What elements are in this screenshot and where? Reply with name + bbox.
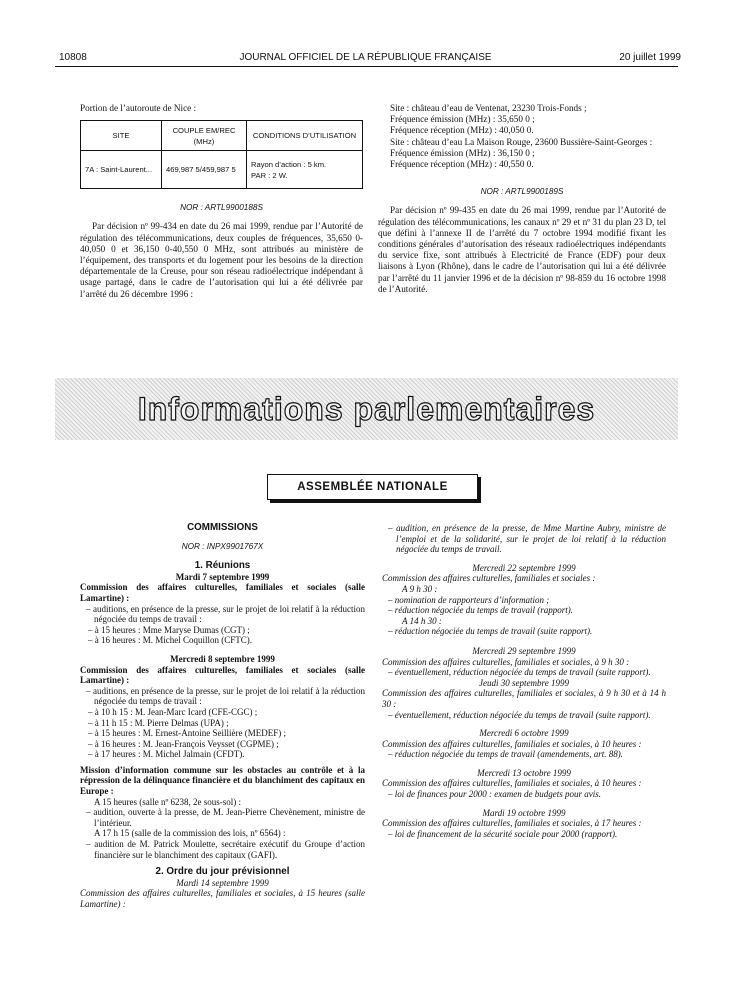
informations-parlementaires-banner [55, 378, 678, 440]
conditions-par: PAR : 2 W. [251, 170, 288, 180]
commission-name: Commission des affaires culturelles, familiales et sociales, à 9 h 30 et à 14 h 30 : [382, 688, 666, 709]
date-heading: Mercredi 13 octobre 1999 [477, 767, 571, 778]
date-heading: Mardi 7 septembre 1999 [175, 571, 270, 582]
lower-right-column [382, 523, 666, 839]
agenda-item: – audition de M. Patrick Moulette, secrétaire exécutif du Groupe d’action financière sur le blanchiment des capitaux (GAFI). [86, 839, 365, 860]
commissions-heading: COMMISSIONS [187, 522, 258, 533]
agenda-item: – loi de financement de la sécurité sociale pour 2000 (rapport). [388, 828, 618, 839]
assemblee-title: ASSEMBLÉE NATIONALE [297, 481, 448, 493]
ordre-du-jour-heading: 2. Ordre du jour prévisionnel [155, 866, 290, 878]
agenda-subitem: – à 16 heures : M. Michel Coquillon (CFTC). [88, 635, 252, 646]
date-heading: Jeudi 30 septembre 1999 [479, 677, 569, 688]
agenda-item: – audition, en présence de la presse, de Mme Martine Aubry, ministre de l’emploi et de la solidarité, sur le projet de loi relatif à la réduction négociée du temps de travail. [388, 523, 666, 555]
commission-name: Commission des affaires culturelles, familiales et sociales : [382, 573, 596, 584]
agenda-item: – éventuellement, réduction négociée du temps de travail (suite rapport). [388, 667, 651, 678]
reunions-heading: 1. Réunions [194, 560, 251, 572]
agenda-item: – réduction négociée du temps de travail (suite rapport). [388, 626, 593, 637]
commission-name: Commission des affaires culturelles, familiales et sociales (salle Lamartine) : [80, 582, 365, 603]
agenda-subitem: – à 15 heures : Mme Maryse Dumas (CGT) ; [88, 624, 250, 635]
table-header-conditions: CONDITIONS D’UTILISATION [247, 121, 363, 151]
assemblee-nationale-box [267, 474, 478, 500]
table-row [81, 151, 363, 189]
site-ventenat: Site : château d’eau de Ventenat, 23230 Trois-Fonds ; [390, 103, 587, 113]
agenda-item: – auditions, en présence de la presse, sur le projet de loi relatif à la réduction négociée du temps de travail : [86, 603, 365, 625]
agenda-time: A 9 h 30 : [402, 583, 438, 594]
decision-paragraph: Par décision nº 99-435 en date du 26 mai 1999, rendue par l’Autorité de régulation des télécommunications, les canaux nº 29 et nº 31 du plan 23 D, tel que défini à l’annexe II de l’arrêté du 7 octobre 1994 modifié fixant les conditions générales d’autorisation des réseaux radioélectriques indépendants du service fixe, sont attribués à Electricité de France (EDF) pour deux liaisons à Lyon (Rhône), dans le cadre de l’autorisation qui lui a été délivrée par l’arrêté du 11 janvier 1996 et de la décision nº 98-859 du 16 octobre 1998 de l’Autorité. [378, 205, 666, 294]
table-cell-conditions [247, 151, 363, 189]
lower-left-column [80, 523, 365, 910]
reception-frequency: Fréquence réception (MHz) : 40,050 0. [390, 125, 534, 136]
header-rule [55, 66, 678, 67]
agenda-subitem: – à 10 h 15 : M. Jean-Marc Icard (CFE-CGC) ; [88, 706, 258, 717]
emission-frequency: Fréquence émission (MHz) : 36,150 0 ; [390, 147, 535, 158]
date-heading: Mardi 19 octobre 1999 [482, 807, 566, 818]
commission-name: Commission des affaires culturelles, familiales et sociales, à 17 heures : [382, 818, 642, 829]
date-heading: Mercredi 22 septembre 1999 [472, 562, 576, 573]
journal-date: 20 juillet 1999 [619, 52, 681, 63]
agenda-item: – réduction négociée du temps de travail (amendements, art. 88). [388, 749, 623, 760]
site-maison-rouge: Site : château d’eau La Maison Rouge, 23600 Bussière-Saint-Georges : [390, 136, 653, 147]
agenda-item: – audition, ouverte à la presse, de M. Jean-Pierre Chevènement, ministre de l’intérieur. [86, 807, 365, 828]
mission-time: A 17 h 15 (salle de la commission des lois, nº 6564) : [94, 828, 286, 839]
commission-name: Commission des affaires culturelles, familiales et sociales, à 9 h 30 : [382, 656, 630, 667]
agenda-item: – loi de finances pour 2000 : examen de budgets pour avis. [388, 789, 601, 800]
agenda-subitem: – à 15 heures : M. Ernest-Antoine Seillière (MEDEF) ; [88, 728, 286, 739]
frequency-table [80, 120, 363, 189]
table-header-site: SITE [81, 121, 162, 151]
conditions-range: Rayon d’action : 5 km. [251, 159, 327, 169]
commission-name: Commission des affaires culturelles, familiales et sociales (salle Lamartine) : [80, 664, 365, 686]
reception-frequency: Fréquence réception (MHz) : 40,550 0. [390, 159, 534, 170]
agenda-subitem: – à 17 heures : M. Michel Jalmain (CFDT). [88, 749, 245, 760]
table-cell-site: 7A : Saint-Laurent... [81, 151, 162, 189]
commission-name: Commission des affaires culturelles, familiales et sociales, à 10 heures : [382, 738, 642, 749]
date-heading: Mercredi 6 octobre 1999 [479, 728, 569, 739]
agenda-item: – éventuellement, réduction négociée du temps de travail (suite rapport). [388, 709, 651, 720]
agenda-item: – nomination de rapporteurs d’information ; [388, 594, 550, 605]
mission-time: A 15 heures (salle nº 6238, 2e sous-sol) : [94, 796, 242, 807]
commission-name: Commission des affaires culturelles, familiales et sociales, à 15 heures (salle Lamartine) : [80, 888, 365, 909]
page-number: 10808 [59, 52, 87, 63]
date-heading: Mercredi 29 septembre 1999 [472, 645, 576, 656]
agenda-item: – réduction négociée du temps de travail (rapport). [388, 605, 573, 616]
decision-paragraph: Par décision nº 99-434 en date du 26 mai 1999, rendue par l’Autorité de régulation des télécommunications, deux couples de fréquences, 35,650 0-40,050 0 et 36,150 0-40,550 0 MHz, sont attribués au ministère de l’équipement, des transports et du logement pour les besoins de la direction départementale de la Creuse, pour son réseau radioélectrique indépendant à usage partagé, dans le cadre de l’autorisation qui lui a été délivrée par l’arrêté du 26 décembre 1996 : [80, 221, 363, 299]
emission-frequency: Fréquence émission (MHz) : 35,650 0 ; [390, 114, 535, 125]
agenda-subitem: – à 16 heures : M. Jean-François Veysset (CGPME) ; [88, 738, 279, 749]
top-right-column [378, 103, 666, 295]
top-left-column [80, 103, 363, 300]
agenda-subitem: – à 11 h 15 : M. Pierre Delmas (UPA) ; [88, 717, 229, 728]
banner-title: Informations parlementaires [137, 390, 596, 427]
agenda-item: – auditions, en présence de la presse, sur le projet de loi relatif à la réduction négociée du temps de travail : [86, 685, 365, 707]
agenda-time: A 14 h 30 : [402, 615, 442, 626]
table-cell-couple: 469,987 5/459,987 5 [162, 151, 247, 189]
portion-intro: Portion de l’autoroute de Nice : [80, 103, 197, 113]
nor-code: NOR : INPX9901767X [181, 541, 264, 551]
nor-code: NOR : ARTL9900188S [180, 203, 263, 213]
date-heading: Mercredi 8 septembre 1999 [170, 653, 275, 664]
commission-name: Commission des affaires culturelles, familiales et sociales, à 10 heures : [382, 778, 642, 789]
table-header-couple: COUPLE EM/REC (MHz) [162, 121, 247, 151]
mission-title: Mission d’information commune sur les obstacles au contrôle et à la répression de la délinquance financière et du blanchiment des capitaux en Europe : [80, 764, 365, 797]
nor-code: NOR : ARTL9900189S [480, 187, 564, 197]
date-heading: Mardi 14 septembre 1999 [176, 877, 269, 888]
journal-title: JOURNAL OFFICIEL DE LA RÉPUBLIQUE FRANÇAISE [239, 52, 492, 63]
